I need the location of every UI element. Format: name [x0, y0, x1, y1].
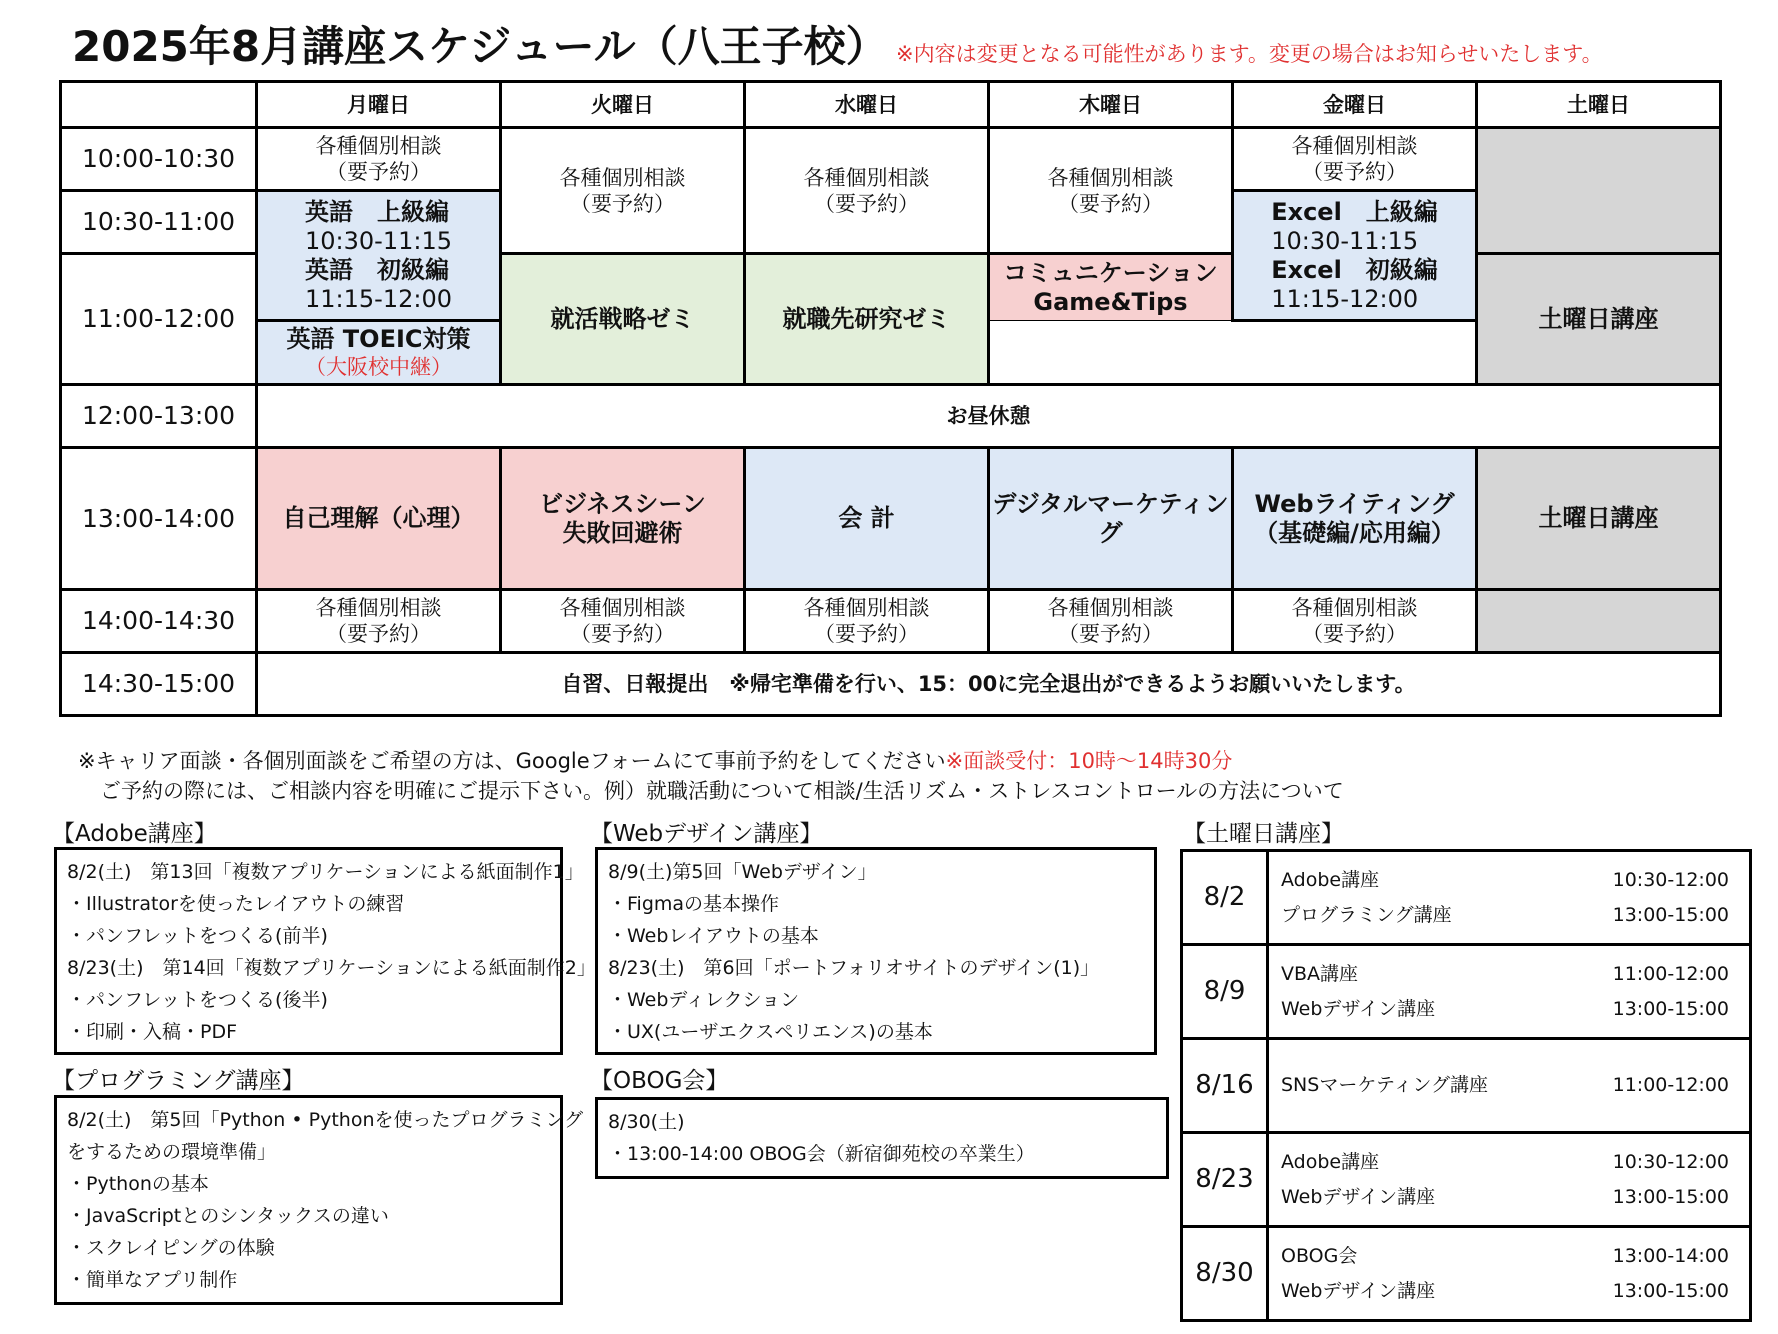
web-writing-lecture: Webライティング （基礎編/応用編）	[1233, 448, 1477, 590]
consult-cell: 各種個別相談 （要予約）	[257, 590, 501, 653]
obog-section-title: 【OBOG会】	[590, 1068, 729, 1094]
saturday-section-title: 【土曜日講座】	[1183, 821, 1344, 847]
consult-cell: 各種個別相談 （要予約）	[257, 128, 501, 191]
time-label: 12:00-13:00	[61, 385, 257, 448]
time-label: 14:00-14:30	[61, 590, 257, 653]
obog-box: 8/30(土) ・13:00-14:00 OBOG会（新宿御苑校の卒業生）	[595, 1097, 1169, 1179]
saturday-date: 8/16	[1182, 1039, 1268, 1133]
toeic-lecture: 英語 TOEIC対策 （大阪校中継）	[257, 321, 501, 385]
webdesign-section-title: 【Webデザイン講座】	[590, 821, 823, 847]
consult-cell: 各種個別相談 （要予約）	[989, 590, 1233, 653]
time-label: 10:30-11:00	[61, 191, 257, 254]
time-label: 10:00-10:30	[61, 128, 257, 191]
company-research-seminar: 就職先研究ゼミ	[745, 254, 989, 385]
saturday-lecture-table	[1180, 849, 1752, 1322]
excel-lecture-cell: Excel 上級編 10:30-11:15 Excel 初級編 11:15-12:00	[1233, 191, 1477, 321]
saturday-date: 8/2	[1182, 851, 1268, 945]
day-header: 火曜日	[501, 82, 745, 128]
job-strategy-seminar: 就活戦略ゼミ	[501, 254, 745, 385]
programming-course-box: 8/2(土) 第5回「Python • Pythonを使ったプログラミング をするための環境準備」 ・Pythonの基本 ・JavaScriptとのシンタックスの違い ・スクレイピングの体験 ・簡単なアプリ制作	[54, 1095, 563, 1305]
saturday-lecture-cell: 土曜日講座	[1477, 448, 1721, 590]
reservation-note: ※キャリア面談・各個別面談をご希望の方は、Googleフォームにて事前予約をしてください※面談受付：10時～14時30分	[78, 749, 1233, 773]
schedule-table	[59, 80, 1722, 717]
lunch-break: お昼休憩	[257, 385, 1721, 448]
time-label: 14:30-15:00	[61, 653, 257, 716]
consult-cell: 各種個別相談 （要予約）	[501, 128, 745, 254]
consult-cell: 各種個別相談 （要予約）	[989, 128, 1233, 254]
saturday-date: 8/9	[1182, 945, 1268, 1039]
saturday-date: 8/30	[1182, 1227, 1268, 1321]
webdesign-course-box: 8/9(土)第5回「Webデザイン」 ・Figmaの基本操作 ・Webレイアウトの基本 8/23(土) 第6回「ポートフォリオサイトのデザイン(1)」 ・Webディレクション ・UX(ユーザエクスペリエンス)の基本	[595, 847, 1157, 1055]
consult-cell: 各種個別相談 （要予約）	[501, 590, 745, 653]
english-lecture-cell: 英語 上級編 10:30-11:15 英語 初級編 11:15-12:00	[257, 191, 501, 321]
adobe-course-box: 8/2(土) 第13回「複数アプリケーションによる紙面制作1」 ・Illustratorを使ったレイアウトの練習 ・パンフレットをつくる(前半) 8/23(土) 第14回「複数アプリケーションによる紙面制作2」 ・パンフレットをつくる(後半) ・印刷・入稿・PDF	[54, 847, 563, 1055]
day-header-row	[61, 82, 1721, 128]
programming-section-title: 【プログラミング講座】	[52, 1068, 305, 1094]
digital-marketing-lecture: デジタルマーケティング	[989, 448, 1233, 590]
consult-cell: 各種個別相談 （要予約）	[745, 590, 989, 653]
communication-lecture: コミュニケーション Game&Tips	[989, 254, 1233, 321]
day-header: 土曜日	[1477, 82, 1721, 128]
consult-cell: 各種個別相談 （要予約）	[1233, 590, 1477, 653]
closing-note: 自習、日報提出 ※帰宅準備を行い、15：00に完全退出ができるようお願いいたします。	[257, 653, 1721, 716]
corner-cell	[61, 82, 257, 128]
page-title: 2025年8月講座スケジュール（八王子校）	[72, 22, 888, 71]
saturday-row: 8/30 OBOG会 13:00-14:00 Webデザイン講座 13:00-15:00	[1182, 1227, 1751, 1321]
change-notice: ※内容は変更となる可能性があります。変更の場合はお知らせいたします。	[896, 42, 1603, 66]
saturday-row: 8/9 VBA講座 11:00-12:00 Webデザイン講座 13:00-15:00	[1182, 945, 1751, 1039]
day-header: 金曜日	[1233, 82, 1477, 128]
self-understanding-lecture: 自己理解（心理）	[257, 448, 501, 590]
time-label: 13:00-14:00	[61, 448, 257, 590]
saturday-row: 8/16 SNSマーケティング講座 11:00-12:00	[1182, 1039, 1751, 1133]
saturday-lecture-cell: 土曜日講座	[1477, 254, 1721, 385]
consult-cell: 各種個別相談 （要予約）	[1233, 128, 1477, 191]
empty-slot	[1477, 128, 1721, 254]
saturday-date: 8/23	[1182, 1133, 1268, 1227]
reservation-detail-note: ご予約の際には、ご相談内容を明確にご提示下さい。例）就職活動について相談/生活リズム・ストレスコントロールの方法について	[100, 779, 1344, 803]
day-header: 木曜日	[989, 82, 1233, 128]
accounting-lecture: 会 計	[745, 448, 989, 590]
saturday-row: 8/2 Adobe講座 10:30-12:00 プログラミング講座 13:00-15:00	[1182, 851, 1751, 945]
saturday-row: 8/23 Adobe講座 10:30-12:00 Webデザイン講座 13:00-15:00	[1182, 1133, 1751, 1227]
empty-slot	[1477, 590, 1721, 653]
adobe-section-title: 【Adobe講座】	[52, 821, 217, 847]
day-header: 水曜日	[745, 82, 989, 128]
day-header: 月曜日	[257, 82, 501, 128]
time-label: 11:00-12:00	[61, 254, 257, 385]
consult-cell: 各種個別相談 （要予約）	[745, 128, 989, 254]
business-scene-lecture: ビジネスシーン 失敗回避術	[501, 448, 745, 590]
